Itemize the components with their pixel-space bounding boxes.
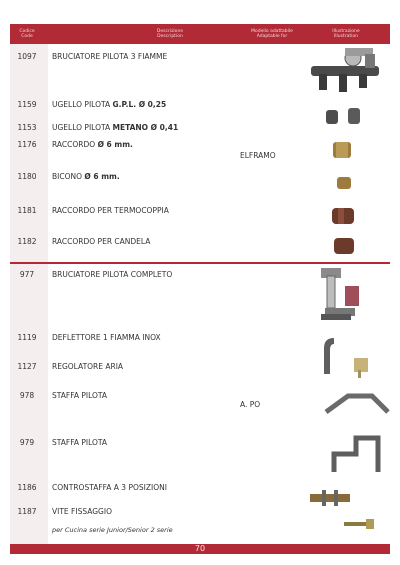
parts-table bbox=[10, 44, 390, 544]
header-model bbox=[232, 29, 312, 39]
row-description bbox=[52, 100, 166, 109]
section-divider bbox=[10, 262, 390, 264]
row-description: STAFFA PILOTA bbox=[52, 438, 108, 447]
desc-text: UGELLO PILOTA bbox=[52, 100, 113, 109]
table-header bbox=[10, 24, 390, 44]
row-description bbox=[52, 123, 178, 132]
desc-text: RACCORDO bbox=[52, 140, 98, 149]
row-code: 1119 bbox=[17, 333, 37, 342]
row-description: BRUCIATORE PILOTA COMPLETO bbox=[52, 270, 173, 279]
desc-bold: Ø 6 mm. bbox=[97, 140, 133, 149]
row-description: REGOLATORE ARIA bbox=[52, 362, 124, 371]
row-code: 1187 bbox=[17, 507, 37, 516]
desc-text: UGELLO PILOTA bbox=[52, 123, 113, 132]
fixing-screw-icon bbox=[340, 516, 380, 534]
row-description bbox=[52, 140, 133, 149]
pilot-bracket-icon bbox=[322, 388, 392, 428]
note-text: per Cucina serie Junior/Senior 2 serie bbox=[52, 526, 173, 534]
header-illustration bbox=[310, 29, 382, 39]
row-code: 979 bbox=[19, 438, 35, 447]
row-code: 978 bbox=[19, 391, 35, 400]
brass-fitting-icon bbox=[330, 139, 354, 161]
three-flame-pilot-burner-icon bbox=[305, 44, 385, 96]
air-regulator-icon bbox=[350, 354, 372, 380]
header-code-en: Code bbox=[21, 34, 33, 39]
header-code-it: Codice bbox=[19, 29, 35, 34]
desc-bold: METANO Ø 0,41 bbox=[112, 123, 179, 132]
row-code: 1182 bbox=[17, 237, 37, 246]
row-description: STAFFA PILOTA bbox=[52, 391, 108, 400]
header-model-en: Adaptable for bbox=[256, 34, 288, 39]
header-description bbox=[110, 29, 230, 39]
top-bar bbox=[0, 0, 400, 24]
row-code: 1159 bbox=[17, 100, 37, 109]
row-code: 1181 bbox=[17, 206, 37, 215]
model-elframo: ELFRAMO bbox=[240, 151, 276, 160]
page-number: 70 bbox=[10, 544, 390, 554]
row-description: RACCORDO PER CANDELA bbox=[52, 237, 151, 246]
row-code: 1186 bbox=[17, 483, 37, 492]
header-model-it: Modello adattabile bbox=[251, 29, 293, 34]
model-apo: A. PO bbox=[240, 400, 261, 409]
row-description: DEFLETTORE 1 FIAMMA INOX bbox=[52, 333, 161, 342]
row-code: 1127 bbox=[17, 362, 37, 371]
deflector-icon bbox=[318, 334, 340, 378]
row-description: CONTROSTAFFA A 3 POSIZIONI bbox=[52, 483, 167, 492]
desc-text: BICONO bbox=[52, 172, 85, 181]
row-code: 1097 bbox=[17, 52, 37, 61]
header-ill-en: Illustration bbox=[333, 34, 359, 39]
row-description: RACCORDO PER TERMOCOPPIA bbox=[52, 206, 169, 215]
thermocouple-fitting-icon bbox=[328, 204, 358, 228]
desc-bold: Ø 6 mm. bbox=[84, 172, 120, 181]
counter-bracket-icon bbox=[308, 486, 352, 510]
bicone-fitting-icon bbox=[334, 174, 354, 192]
spark-plug-fitting-icon bbox=[330, 234, 358, 258]
header-desc-en: Description bbox=[157, 34, 183, 39]
header-code bbox=[10, 29, 44, 39]
header-ill-it: Illustrazione bbox=[332, 29, 360, 34]
desc-bold: G.P.L. Ø 0,25 bbox=[112, 100, 167, 109]
row-description: VITE FISSAGGIO bbox=[52, 507, 112, 516]
row-code: 1153 bbox=[17, 123, 37, 132]
code-column-background bbox=[10, 44, 48, 544]
pilot-bracket-bent-icon bbox=[326, 432, 386, 480]
header-desc-it: Descrizione bbox=[156, 29, 184, 34]
row-code: 1180 bbox=[17, 172, 37, 181]
row-description bbox=[52, 172, 120, 181]
pilot-nozzle-icon bbox=[322, 104, 366, 128]
complete-pilot-burner-icon bbox=[315, 266, 365, 326]
row-description: BRUCIATORE PILOTA 3 FIAMME bbox=[52, 52, 168, 61]
row-code: 1176 bbox=[17, 140, 37, 149]
row-code: 977 bbox=[19, 270, 35, 279]
